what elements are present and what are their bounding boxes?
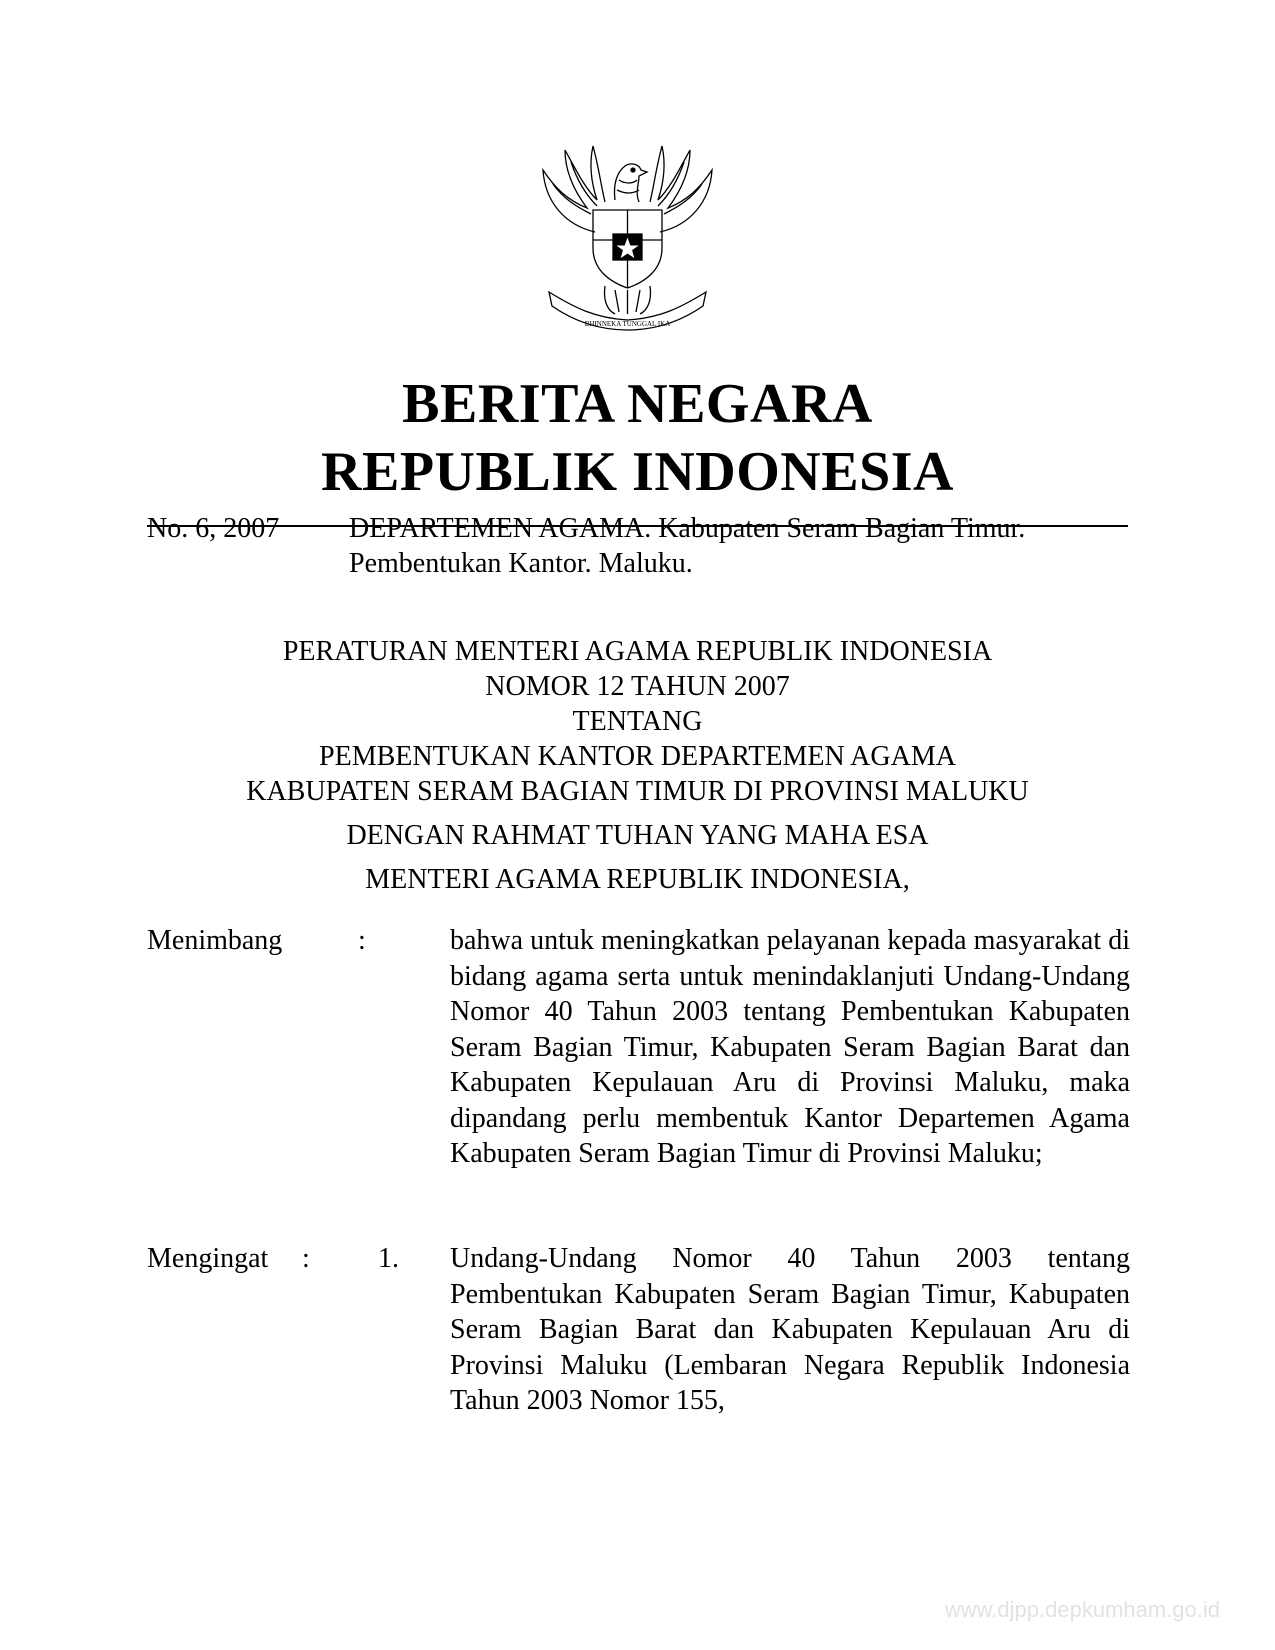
regulation-subject-line1: PEMBENTUKAN KANTOR DEPARTEMEN AGAMA xyxy=(319,741,956,772)
regulation-subject-line2: KABUPATEN SERAM BAGIAN TIMUR DI PROVINSI MALUKU xyxy=(246,776,1029,807)
mengingat-item-text: Undang-Undang Nomor 40 Tahun 2003 tentang Pembentukan Kabupaten Seram Bagian Timur, Kabupaten Seram Bagian Barat dan Kabupaten Kepulauan Aru di Provinsi Maluku (Lembaran Negara Republik Indonesia Tahun 2003 Nomor 155, xyxy=(450,1243,1130,1416)
menimbang-text: bahwa untuk meningkatkan pelayanan kepada masyarakat di bidang agama serta untuk menindaklanjuti Undang-Undang Nomor 40 Tahun 2003 tentang Pembentukan Kabupaten Seram Bagian Timur, Kabupaten Seram Bagian Barat dan Kabupaten Kepulauan Aru di Provinsi Maluku, maka dipandang perlu membentuk Kantor Departemen Agama Kabupaten Seram Bagian Timur di Provinsi Maluku; xyxy=(450,925,1130,1169)
emblem-motto: BHINNEKA TUNGGAL IKA xyxy=(584,320,671,328)
regulation-number: NOMOR 12 TAHUN 2007 xyxy=(485,671,790,702)
menimbang-label: Menimbang xyxy=(147,925,283,956)
regulation-title: PERATURAN MENTERI AGAMA REPUBLIK INDONESIA xyxy=(282,636,993,667)
mengingat-colon: : xyxy=(302,1243,310,1274)
menimbang-colon: : xyxy=(358,925,366,956)
invocation: DENGAN RAHMAT TUHAN YANG MAHA ESA xyxy=(346,820,929,851)
minister-heading: MENTERI AGAMA REPUBLIK INDONESIA, xyxy=(365,864,910,895)
mengingat-item-number: 1. xyxy=(378,1243,399,1274)
regulation-tentang: TENTANG xyxy=(572,706,703,737)
gazette-number: No. 6, 2007 xyxy=(147,513,280,544)
website-watermark: www.djpp.depkumham.go.id xyxy=(944,1597,1220,1622)
gazette-subject-line2: Pembentukan Kantor. Maluku. xyxy=(349,548,693,579)
mengingat-label: Mengingat xyxy=(147,1243,269,1274)
gazette-title-line2: REPUBLIK INDONESIA xyxy=(321,441,954,503)
gazette-subject-line1: DEPARTEMEN AGAMA. Kabupaten Seram Bagian Timur. xyxy=(349,513,1026,544)
gazette-title-line1: BERITA NEGARA xyxy=(402,373,873,435)
garuda-pancasila-emblem-icon xyxy=(535,140,720,335)
